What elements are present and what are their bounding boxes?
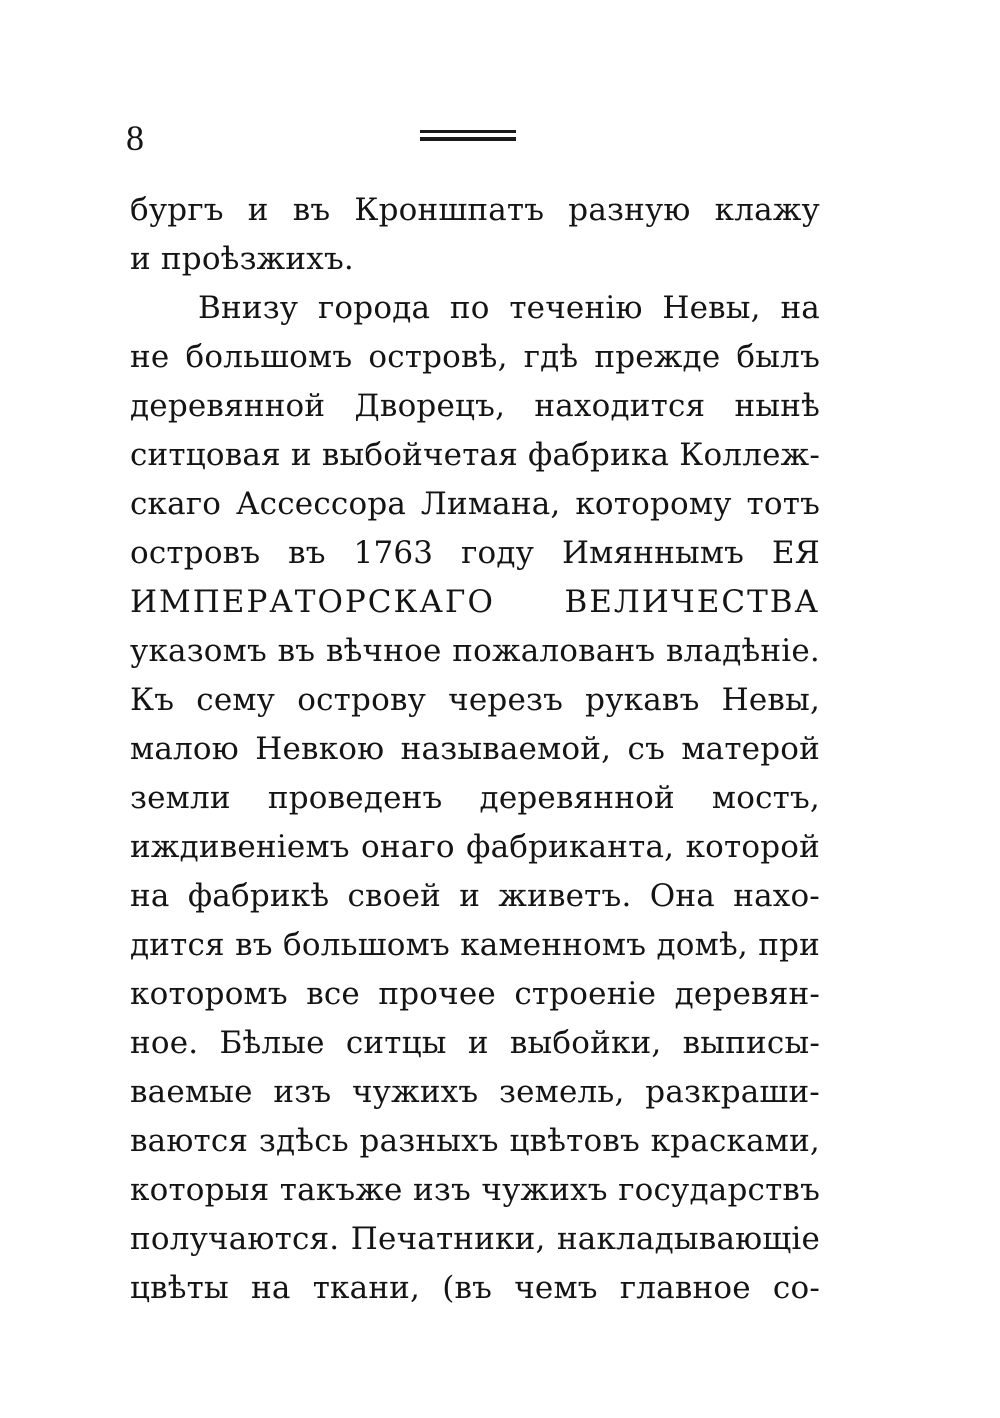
text-line: иждивеніемъ онаго фабриканта, которой	[130, 829, 820, 865]
text-line: малою Невкою называемой, съ матерой	[130, 731, 820, 767]
header-double-rule	[420, 130, 516, 144]
text-line: которыя такъже изъ чужихъ государствъ	[130, 1172, 820, 1208]
text-line: ваемые изъ чужихъ земель, разкраши-	[130, 1074, 820, 1110]
text-line-paragraph-start: Внизу города по теченію Невы, на	[198, 290, 820, 326]
text-line: получаются. Печатники, накладывающіе	[130, 1221, 820, 1257]
text-line: и проѣзжихъ.	[130, 241, 354, 277]
page-number: 8	[126, 118, 144, 158]
text-line-title: ИМПЕРАТОРСКАГО ВЕЛИЧЕСТВА	[130, 584, 820, 620]
text-line: которомъ все прочее строеніе деревян-	[130, 976, 820, 1012]
text-line: дится въ большомъ каменномъ домѣ, при	[130, 927, 820, 963]
text-line: островъ въ 1763 году Имяннымъ ЕЯ	[130, 535, 820, 571]
text-line: цвѣты на ткани, (въ чемъ главное со-	[130, 1270, 820, 1306]
text-line: деревянной Дворецъ, находится нынѣ	[130, 388, 820, 424]
text-line: не большомъ островѣ, гдѣ прежде былъ	[130, 339, 820, 375]
text-line: ситцовая и выбойчетая фабрика Коллеж-	[130, 437, 821, 473]
text-line: ваются здѣсь разныхъ цвѣтовъ красками,	[130, 1123, 820, 1159]
text-line: указомъ въ вѣчное пожалованъ владѣніе.	[130, 633, 820, 669]
text-line: бургъ и въ Кроншпатъ разную клажу	[130, 192, 820, 228]
text-line: земли проведенъ деревянной мостъ,	[130, 780, 820, 816]
text-line: скаго Ассессора Лимана, которому тотъ	[130, 486, 820, 522]
header-rule-top	[420, 130, 516, 133]
text-line: на фабрикѣ своей и живетъ. Она нахо-	[130, 878, 820, 914]
header-rule-bottom	[420, 137, 516, 141]
text-line: ное. Бѣлые ситцы и выбойки, выписы-	[130, 1025, 820, 1061]
text-line: Къ сему острову черезъ рукавъ Невы,	[130, 682, 820, 718]
body-text	[130, 186, 820, 1313]
